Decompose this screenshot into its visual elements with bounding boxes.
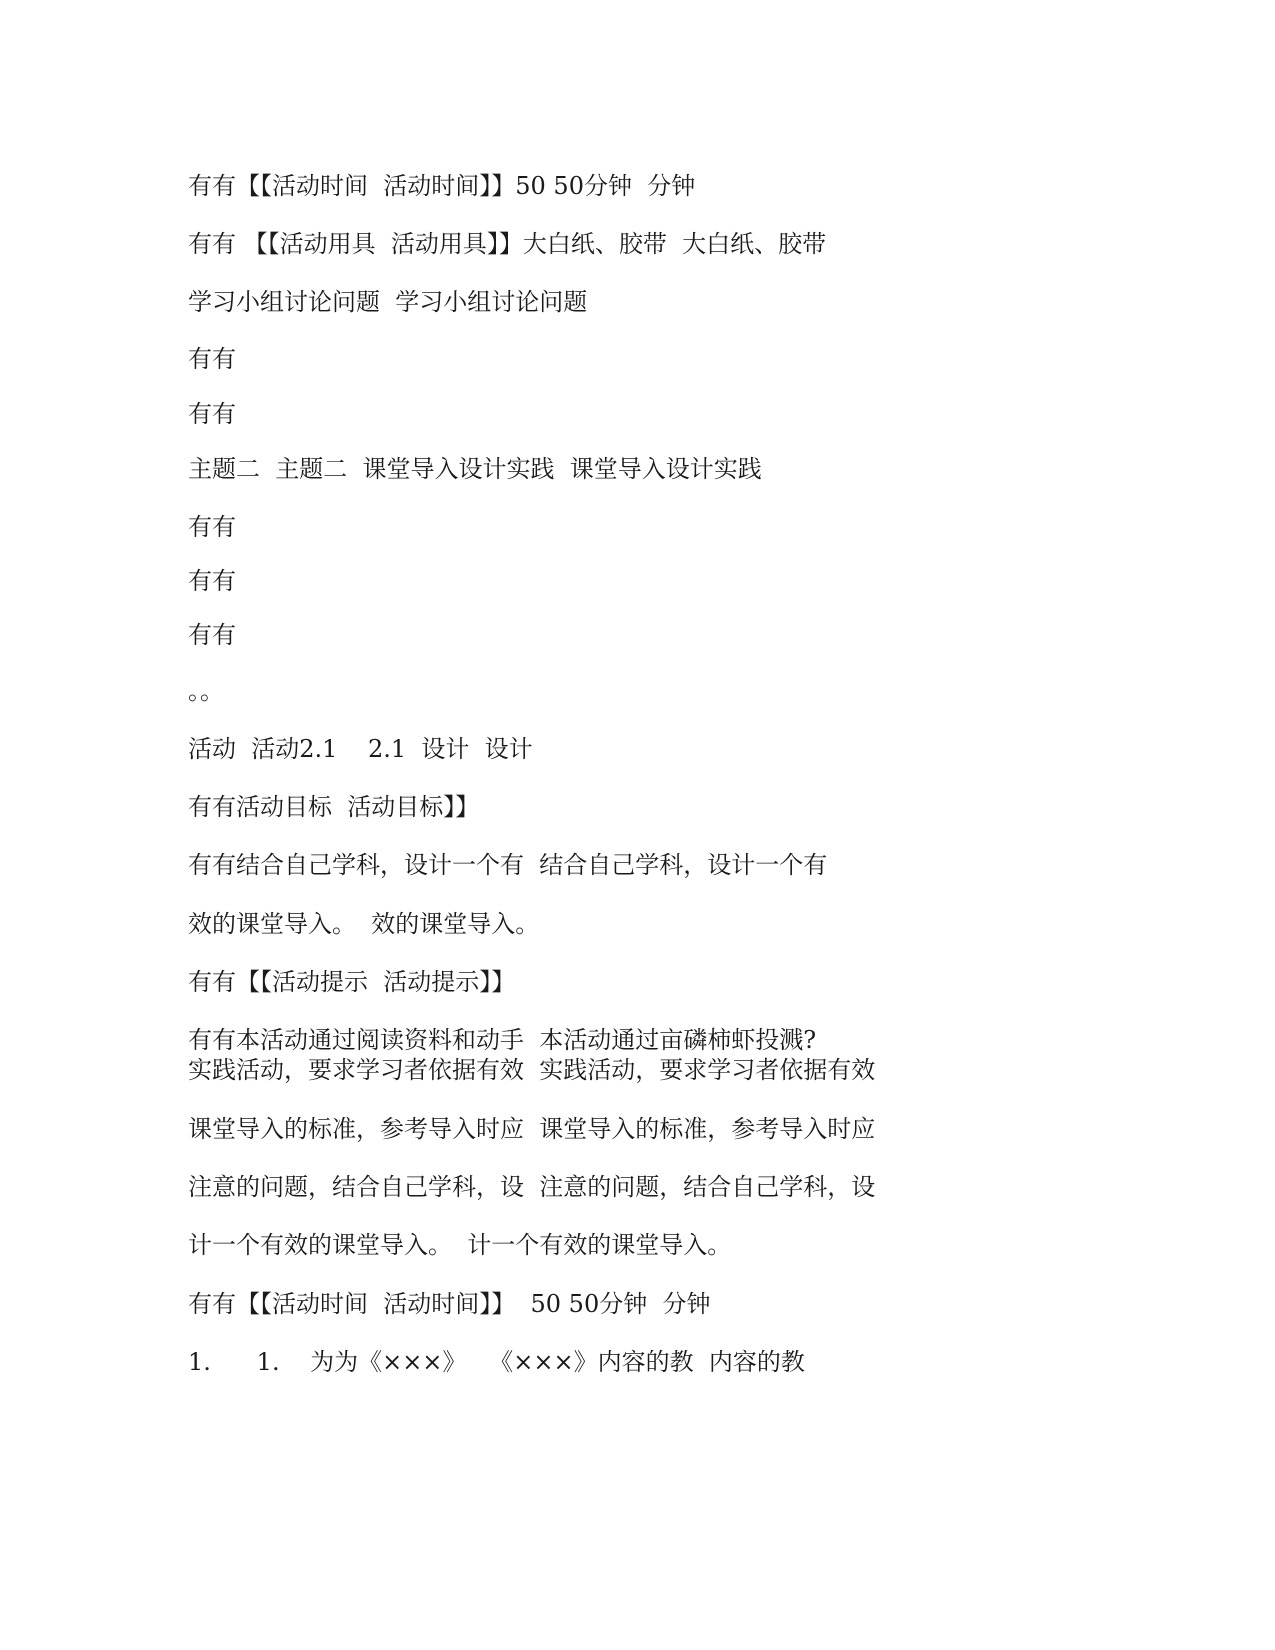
group-discussion-line: 学习小组讨论问题 学习小组讨论问题 [188,288,588,316]
activity-tip-text: 计一个有效的课堂导入。 计一个有效的课堂导入。 [188,1231,732,1259]
activity-tip-text: 有有本活动通过阅读资料和动手 本活动通过亩磷柿虾投溅? [188,1026,817,1054]
activity-goal-label: 有有活动目标 活动目标】】 [188,793,480,821]
text-line: 有有 [188,513,236,541]
topic-heading: 主题二 主题二 课堂导入设计实践 课堂导入设计实践 [188,455,762,483]
activity-tip-text: 实践活动，要求学习者依据有效 实践活动，要求学习者依据有效 [188,1056,876,1084]
numbered-item: 1. 1. 为为《×××》 《×××》内容的教 内容的教 [188,1348,805,1376]
activity-goal-text: 有有结合自己学科，设计一个有 结合自己学科，设计一个有 [188,851,828,879]
text-line: 有有 [188,567,236,595]
activity-time-line: 有有【【活动时间 活动时间】】50 50分钟 分钟 [188,172,696,200]
activity-goal-text: 效的课堂导入。 效的课堂导入。 [188,910,540,938]
activity-tip-text: 课堂导入的标准，参考导入时应 课堂导入的标准，参考导入时应 [188,1115,876,1143]
activity-heading: 活动 活动2.1 2.1 设计 设计 [188,735,533,763]
activity-tip-label: 有有【【活动提示 活动提示】】 [188,968,516,996]
text-line: 有有 [188,621,236,649]
text-line: 有有 [188,400,236,428]
punctuation-line: 。。 [188,677,224,705]
activity-time-line: 有有【【活动时间 活动时间】】 50 50分钟 分钟 [188,1290,711,1318]
activity-tools-line: 有有 【【活动用具 活动用具】】大白纸、胶带 大白纸、胶带 [188,230,827,258]
text-line: 有有 [188,345,236,373]
activity-tip-text: 注意的问题，结合自己学科，设 注意的问题，结合自己学科，设 [188,1173,876,1201]
